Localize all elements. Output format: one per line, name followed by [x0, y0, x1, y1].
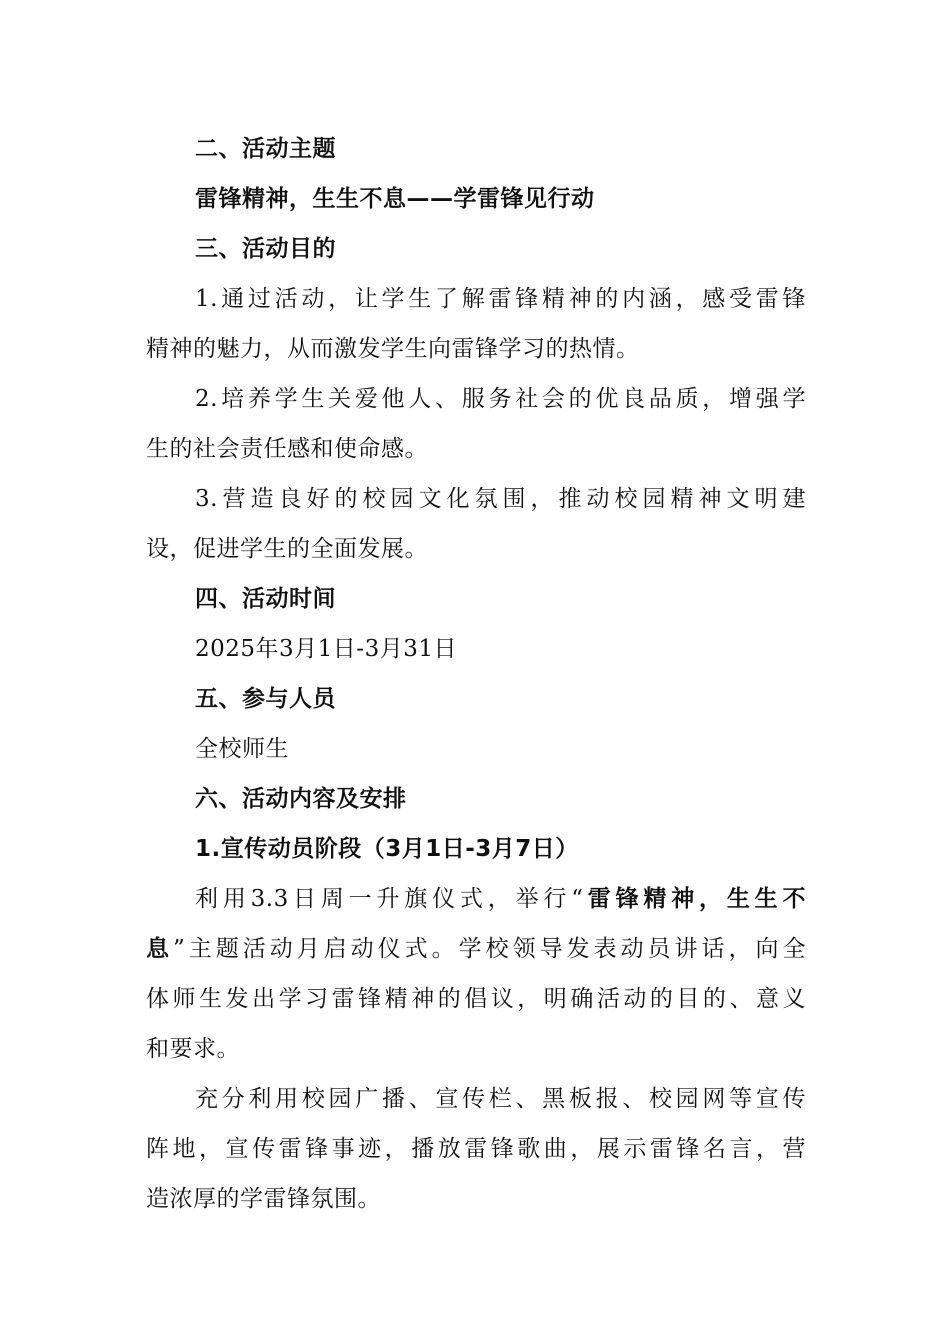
- phase-1-para-1-line-2: [146, 924, 806, 974]
- section-4-heading: 四、活动时间: [195, 586, 336, 612]
- purpose-item-3-line-2: 设，促进学生的全面发展。: [146, 536, 428, 562]
- document-body: [146, 124, 806, 1224]
- phase-1-para-2-line-2: 阵地，宣传雷锋事迹，播放雷锋歌曲，展示雷锋名言，营: [146, 1136, 806, 1162]
- para-1-line-1-text: 利用3.3日周一升旗仪式，举行“: [195, 886, 584, 912]
- phase-1-para-1-line-3: 体师生发出学习雷锋精神的倡议，明确活动的目的、意义: [146, 986, 806, 1012]
- section-2-heading: 二、活动主题: [195, 136, 336, 162]
- participants: 全校师生: [195, 736, 289, 762]
- purpose-item-2-line-2: 生的社会责任感和使命感。: [146, 436, 428, 462]
- section-5-heading: 五、参与人员: [195, 686, 336, 712]
- phase-1-para-2-line-1: 充分利用校园广播、宣传栏、黑板报、校园网等宣传: [195, 1086, 806, 1112]
- para-1-line-2-text: ”主题活动月启动仪式。学校领导发表动员讲话，向全: [173, 936, 807, 962]
- para-1-line-2-bold: 息: [146, 936, 173, 962]
- phase-1-para-1-line-4: 和要求。: [146, 1036, 240, 1062]
- purpose-item-3-line-1: 3.营造良好的校园文化氛围，推动校园精神文明建: [195, 486, 806, 512]
- phase-1-para-2-line-3: 造浓厚的学雷锋氛围。: [146, 1186, 381, 1212]
- section-3-heading: 三、活动目的: [195, 236, 336, 262]
- phase-1-title: 1.宣传动员阶段（3月1日-3月7日）: [195, 836, 579, 862]
- purpose-item-2-line-1: 2.培养学生关爱他人、服务社会的优良品质，增强学: [195, 386, 806, 412]
- activity-time: 2025年3月1日-3月31日: [195, 636, 457, 662]
- purpose-item-1-line-1: 1.通过活动，让学生了解雷锋精神的内涵，感受雷锋: [195, 286, 806, 312]
- section-6-heading: 六、活动内容及安排: [195, 786, 407, 812]
- activity-theme: 雷锋精神，生生不息——学雷锋见行动: [195, 186, 595, 212]
- para-1-line-1-bold: 雷锋精神，生生不: [583, 886, 807, 912]
- phase-1-para-1-line-1: [146, 874, 806, 924]
- purpose-item-1-line-2: 精神的魅力，从而激发学生向雷锋学习的热情。: [146, 336, 640, 362]
